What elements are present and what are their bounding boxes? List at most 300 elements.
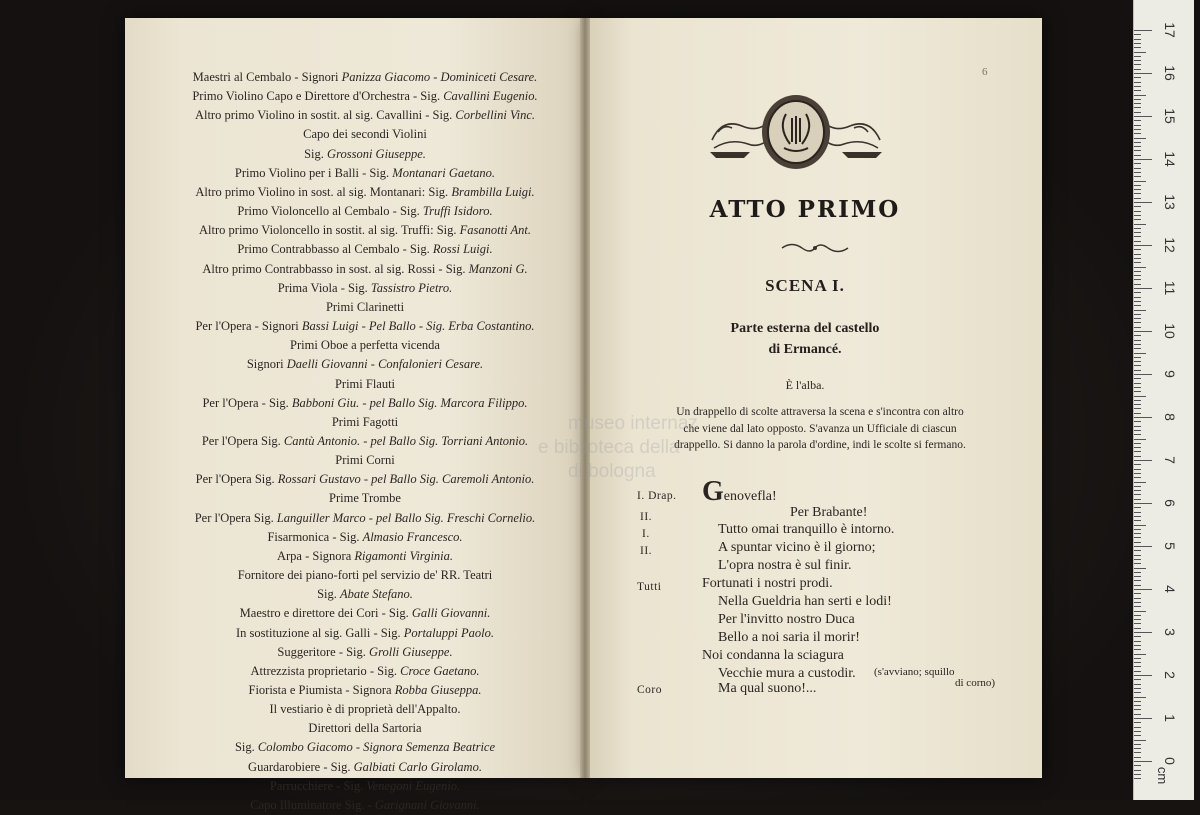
credit-line: [160, 700, 570, 719]
credit-line: [160, 394, 570, 413]
ruler-tick: [1134, 727, 1141, 728]
speaker-label: Tutti: [637, 581, 662, 593]
credit-role: Primi Oboe a perfetta vicenda: [290, 338, 440, 353]
ruler-tick: [1134, 254, 1141, 255]
ruler-tick: [1134, 765, 1141, 766]
ruler-tick: [1134, 185, 1141, 186]
ruler-tick: [1134, 757, 1141, 758]
credit-role: Primo Violoncello al Cembalo - Sig.: [237, 204, 423, 219]
ruler-tick: [1134, 649, 1141, 650]
ruler-tick: [1134, 533, 1141, 534]
ruler-tick: [1134, 99, 1141, 100]
ruler-number: 13: [1162, 194, 1178, 210]
credit-name: Daelli Giovanni - Confalonieri Cesare.: [286, 357, 484, 372]
ruler-tick: [1134, 361, 1141, 362]
ruler-number: 3: [1162, 628, 1178, 636]
credit-line: [160, 317, 570, 336]
flourish-divider-icon: [780, 240, 850, 256]
ruler-tick: [1134, 507, 1141, 508]
credit-line: [160, 202, 570, 221]
credit-role: Fornitore dei piano-forti pel servizio de' RR. Teatri: [237, 568, 493, 583]
ruler-tick: [1134, 447, 1141, 448]
ruler-number: 6: [1162, 499, 1178, 507]
ruler-tick: [1134, 585, 1141, 586]
ruler-tick: [1134, 267, 1146, 268]
credit-role: Primi Corni: [335, 453, 395, 468]
ruler-tick: [1134, 761, 1152, 762]
ruler-tick: [1134, 731, 1141, 732]
credit-role: Per l'Opera - Signori: [195, 319, 302, 334]
ruler-tick: [1134, 697, 1146, 698]
ruler-tick: [1134, 56, 1141, 57]
credit-role: Per l'Opera Sig.: [201, 433, 284, 448]
ruler-tick: [1134, 464, 1141, 465]
ruler-tick: [1134, 701, 1141, 702]
credit-name: Bassi Luigi - Pel Ballo - Sig. Erba Costantino.: [301, 319, 535, 334]
ruler-tick: [1134, 215, 1141, 216]
ruler-number: 16: [1162, 65, 1178, 81]
page-number: 6: [982, 66, 988, 78]
ruler-tick: [1134, 709, 1141, 710]
ruler-tick: [1134, 456, 1141, 457]
credit-role: Sig.: [234, 740, 258, 755]
ruler-tick: [1134, 744, 1141, 745]
ruler-tick: [1134, 120, 1141, 121]
ruler-tick: [1134, 159, 1152, 160]
ruler-tick: [1134, 628, 1141, 629]
speaker-label: I.: [642, 528, 650, 540]
ruler-tick: [1134, 619, 1141, 620]
ruler-tick: [1134, 598, 1141, 599]
ruler-tick: [1134, 658, 1141, 659]
credit-name: Rossi Luigi.: [432, 242, 493, 257]
library-watermark: [538, 412, 748, 484]
credit-role: Sig.: [304, 146, 328, 161]
credit-line: [160, 470, 570, 489]
ruler-number: 5: [1162, 542, 1178, 550]
stage-time: È l'alba.: [785, 378, 825, 392]
credit-line: [160, 662, 570, 681]
ruler-tick: [1134, 301, 1141, 302]
ruler-tick: [1134, 494, 1141, 495]
ruler-number: 7: [1162, 456, 1178, 464]
ruler-tick: [1134, 692, 1141, 693]
ruler-tick: [1134, 662, 1141, 663]
ruler-tick: [1134, 155, 1141, 156]
ruler-tick: [1134, 525, 1146, 526]
ruler-tick: [1134, 555, 1141, 556]
credit-line: [160, 279, 570, 298]
ruler-number: 12: [1162, 237, 1178, 253]
ruler-tick: [1134, 451, 1141, 452]
ruler-tick: [1134, 348, 1141, 349]
ruler-tick: [1134, 499, 1141, 500]
verse-line: A spuntar vicino è il giorno;: [718, 540, 876, 555]
credit-line: [160, 547, 570, 566]
ruler-tick: [1134, 774, 1141, 775]
ruler-tick: [1134, 537, 1141, 538]
ruler-number: 2: [1162, 671, 1178, 679]
setting-line: Parte esterna del castello: [730, 321, 880, 336]
credit-name: Galbiati Carlo Girolamo.: [353, 759, 482, 774]
ruler-tick: [1134, 378, 1141, 379]
ruler-tick: [1134, 443, 1141, 444]
ruler-tick: [1134, 417, 1152, 418]
credit-role: Capo dei secondi Violini: [303, 127, 427, 142]
credit-name: Rigamonti Virginia.: [354, 548, 454, 563]
ruler-tick: [1134, 611, 1146, 612]
ruler-tick: [1134, 112, 1141, 113]
verse-line: Per Brabante!: [790, 505, 868, 520]
verse-line: Fortunati i nostri prodi.: [702, 576, 833, 591]
ruler-tick: [1134, 593, 1141, 594]
credit-role: Primo Violino per i Balli - Sig.: [234, 165, 393, 180]
watermark-line: museo internaz: [568, 413, 698, 434]
ruler-tick: [1134, 219, 1141, 220]
credit-line: [160, 585, 570, 604]
verse-line: Per l'invitto nostro Duca: [718, 612, 855, 627]
ruler-tick: [1134, 275, 1141, 276]
watermark-line: e biblioteca della: [538, 437, 680, 458]
ruler-tick: [1134, 310, 1146, 311]
credit-line: [160, 68, 570, 87]
credit-role: Direttori della Sartoria: [308, 721, 422, 736]
ruler-tick: [1134, 666, 1141, 667]
credit-role: Primi Fagotti: [331, 414, 399, 429]
ruler-tick: [1134, 133, 1141, 134]
credit-name: Venegoni Eugenio.: [366, 778, 461, 793]
credit-role: Per l'Opera - Sig.: [202, 395, 292, 410]
verse-text: enovefla!: [723, 489, 777, 504]
ruler-number: 14: [1162, 151, 1178, 167]
ruler-tick: [1134, 542, 1141, 543]
credit-name: Robba Giuseppa.: [394, 683, 482, 697]
scene-setting: [680, 318, 930, 360]
ruler-tick: [1134, 181, 1146, 182]
verse-line: L'opra nostra è sul finir.: [718, 558, 852, 573]
ruler-tick: [1134, 206, 1141, 207]
credit-role: Altro primo Contrabbasso in sost. al sig. Rossi - Sig.: [202, 261, 469, 276]
credit-role: Suggeritore - Sig.: [277, 644, 370, 659]
ruler-tick: [1134, 387, 1141, 388]
ruler-tick: [1134, 404, 1141, 405]
ruler-tick: [1134, 340, 1141, 341]
credit-role: Fiorista e Piumista - Signora: [248, 683, 395, 697]
ruler-tick: [1134, 279, 1141, 280]
ruler-number: 0: [1162, 757, 1178, 765]
ruler-tick: [1134, 138, 1146, 139]
ruler-tick: [1134, 314, 1141, 315]
credit-line: [160, 355, 570, 374]
ruler-tick: [1134, 413, 1141, 414]
credit-role: Maestri al Cembalo - Signori: [192, 70, 342, 84]
ruler-tick: [1134, 30, 1152, 31]
credit-role: Altro primo Violino in sost. al sig. Montanari: Sig.: [195, 184, 452, 199]
ruler-tick: [1134, 357, 1141, 358]
ruler-tick: [1134, 202, 1152, 203]
credit-name: Tassistro Pietro.: [370, 280, 453, 295]
credit-name: Manzoni G.: [468, 261, 528, 276]
ruler-tick: [1134, 150, 1141, 151]
ruler-tick: [1134, 400, 1141, 401]
ruler-tick: [1134, 529, 1141, 530]
ruler-tick: [1134, 129, 1141, 130]
drop-cap: G: [702, 476, 724, 507]
ruler-tick: [1134, 477, 1141, 478]
ruler-tick: [1134, 292, 1141, 293]
ruler-tick: [1134, 688, 1141, 689]
credit-line: [160, 624, 570, 643]
ruler-tick: [1134, 576, 1141, 577]
ruler-number: 17: [1162, 22, 1178, 38]
ruler-tick: [1134, 305, 1141, 306]
credit-role: Primo Violino Capo e Direttore d'Orchestra - Sig.: [192, 89, 444, 104]
book-gutter: [580, 18, 590, 778]
credit-line: [160, 451, 570, 470]
credit-role: Attrezzista proprietario - Sig.: [250, 663, 401, 678]
credit-role: Primi Clarinetti: [325, 299, 405, 314]
verse-line: Bello a noi saria il morir!: [718, 630, 860, 645]
credit-line: [160, 509, 570, 528]
credit-name: Grossoni Giuseppe.: [327, 146, 426, 161]
ruler-tick: [1134, 546, 1152, 547]
ruler-number: 10: [1162, 323, 1178, 339]
ruler-tick: [1134, 623, 1141, 624]
credit-name: Grolli Giuseppe.: [369, 644, 453, 659]
ruler-tick: [1134, 34, 1141, 35]
ruler-tick: [1134, 434, 1141, 435]
ruler-number: 4: [1162, 585, 1178, 593]
ruler-tick: [1134, 107, 1141, 108]
ruler-tick: [1134, 722, 1141, 723]
credit-line: [160, 336, 570, 355]
ruler-tick: [1134, 740, 1146, 741]
ruler-unit: cm: [1155, 766, 1171, 785]
ruler-tick: [1134, 718, 1152, 719]
verse-line: Ma qual suono!...: [718, 681, 817, 696]
credit-name: Almasio Francesco.: [362, 529, 463, 544]
credit-role: Primi Flauti: [334, 376, 396, 391]
ruler-tick: [1134, 116, 1152, 117]
ruler-tick: [1134, 615, 1141, 616]
credit-role: Arpa - Signora: [276, 548, 355, 563]
credit-role: Signori: [246, 357, 287, 372]
credit-role: Sig.: [317, 587, 341, 602]
credit-line: [160, 413, 570, 432]
credit-line: [160, 260, 570, 279]
ruler-tick: [1134, 426, 1141, 427]
credit-name: Babboni Giu. - pel Ballo Sig. Marcora Filippo.: [291, 395, 528, 410]
credit-line: [160, 106, 570, 125]
credit-line: [160, 719, 570, 738]
ruler-tick: [1134, 396, 1146, 397]
speaker-label: II.: [640, 545, 653, 557]
ruler-tick: [1134, 748, 1141, 749]
ruler-tick: [1134, 103, 1141, 104]
ruler-tick: [1134, 125, 1141, 126]
credit-line: [160, 604, 570, 623]
ruler-tick: [1134, 482, 1146, 483]
ruler-tick: [1134, 322, 1141, 323]
credit-line: [160, 221, 570, 240]
ruler-tick: [1134, 516, 1141, 517]
ruler-tick: [1134, 572, 1141, 573]
verse-line: Noi condanna la sciagura: [702, 648, 844, 663]
stage-aside: (s'avviano; squillo: [874, 666, 955, 678]
ruler-tick: [1134, 770, 1141, 771]
ruler-tick: [1134, 705, 1141, 706]
ruler-tick: [1134, 142, 1141, 143]
credit-role: Parrucchiere - Sig.: [269, 778, 367, 793]
stage-aside: di corno): [955, 677, 996, 689]
ruler-tick: [1134, 473, 1141, 474]
ruler-tick: [1134, 146, 1141, 147]
credit-role: In sostituzione al sig. Galli - Sig.: [236, 625, 404, 640]
ruler-tick: [1134, 193, 1141, 194]
ruler-tick: [1134, 430, 1141, 431]
credit-role: Per l'Opera Sig.: [195, 472, 278, 487]
credit-line: [160, 796, 570, 815]
ruler-tick: [1134, 421, 1141, 422]
watermark-line: di bologna: [568, 461, 656, 482]
ruler-tick: [1134, 606, 1141, 607]
ruler-tick: [1134, 60, 1141, 61]
ruler-tick: [1134, 271, 1141, 272]
speaker-label: Coro: [637, 684, 662, 696]
speaker-label: I. Drap.: [637, 490, 677, 502]
ruler-tick: [1134, 439, 1146, 440]
credit-line: [160, 777, 570, 796]
ruler-tick: [1134, 198, 1141, 199]
ruler-tick: [1134, 168, 1141, 169]
ruler-tick: [1134, 679, 1141, 680]
ruler-tick: [1134, 288, 1152, 289]
credit-name: Colombo Giacomo - Signora Semenza Beatrice: [257, 740, 496, 755]
ruler-tick: [1134, 249, 1141, 250]
verse-line: Tutto omai tranquillo è intorno.: [718, 522, 895, 537]
ruler-tick: [1134, 365, 1141, 366]
credit-name: Croce Gaetano.: [400, 663, 480, 678]
credit-line: [160, 240, 570, 259]
setting-line: di Ermancé.: [768, 342, 842, 357]
ruler-number: 15: [1162, 108, 1178, 124]
ruler-tick: [1134, 645, 1141, 646]
ruler-tick: [1134, 52, 1146, 53]
ruler-tick: [1134, 602, 1141, 603]
credit-line: [160, 566, 570, 585]
credit-role: Capo Illuminatore Sig. -: [250, 797, 375, 812]
credit-line: [160, 643, 570, 662]
credit-line: [160, 125, 570, 144]
credit-name: Cantù Antonio. - pel Ballo Sig. Torriani Antonio.: [283, 433, 529, 448]
credit-role: Maestro e direttore dei Cori - Sig.: [239, 606, 412, 621]
ruler-tick: [1134, 568, 1146, 569]
ruler-tick: [1134, 512, 1141, 513]
ruler-tick: [1134, 671, 1141, 672]
credit-line: [160, 432, 570, 451]
credit-name: Abate Stefano.: [340, 587, 413, 602]
ruler-tick: [1134, 163, 1141, 164]
credit-line: [160, 298, 570, 317]
credit-name: Fasanotti Ant.: [459, 223, 531, 238]
ruler-tick: [1134, 589, 1152, 590]
credit-line: [160, 489, 570, 508]
speaker-label: II.: [640, 511, 653, 523]
ruler-tick: [1134, 735, 1141, 736]
credit-line: [160, 681, 570, 700]
orchestra-credits-list: [160, 68, 570, 815]
verse-line: Vecchie mura a custodir.: [718, 666, 856, 681]
ruler-tick: [1134, 344, 1141, 345]
credit-name: Galli Giovanni.: [411, 606, 491, 621]
ruler-tick: [1134, 675, 1152, 676]
credit-name: Garignani Giovanni.: [374, 797, 480, 812]
lyre-ornament-icon: [708, 92, 884, 172]
credit-line: [160, 375, 570, 394]
credit-name: Montanari Gaetano.: [392, 165, 496, 180]
ruler-tick: [1134, 69, 1141, 70]
ruler-tick: [1134, 318, 1141, 319]
credit-role: Prima Viola - Sig.: [277, 280, 371, 295]
ruler-tick: [1134, 77, 1141, 78]
credit-line: [160, 87, 570, 106]
ruler-tick: [1134, 90, 1141, 91]
stage-direction-line: Un drappello di scolte attraversa la scena e s'incontra con altro: [676, 406, 964, 418]
ruler-tick: [1134, 189, 1141, 190]
ruler-tick: [1134, 632, 1152, 633]
ruler-tick: [1134, 258, 1141, 259]
verse-line: Nella Gueldria han serti e lodi!: [718, 594, 892, 609]
stage-direction-line: che viene dal lato opposto. S'avanza un Ufficiale di ciascun: [683, 422, 957, 435]
ruler-number: 11: [1162, 280, 1178, 296]
ruler-tick: [1134, 391, 1141, 392]
credit-line: [160, 758, 570, 777]
ruler-tick: [1134, 563, 1141, 564]
ruler-tick: [1134, 176, 1141, 177]
ruler-tick: [1134, 172, 1141, 173]
credit-role: Altro primo Violino in sostit. al sig. Cavallini - Sig.: [194, 108, 456, 123]
ruler-tick: [1134, 374, 1152, 375]
ruler-number: 9: [1162, 370, 1178, 378]
ruler-tick: [1134, 82, 1141, 83]
ruler-tick: [1134, 297, 1141, 298]
ruler-tick: [1134, 490, 1141, 491]
ruler-tick: [1134, 236, 1141, 237]
credit-line: [160, 738, 570, 757]
ruler-tick: [1134, 335, 1141, 336]
ruler-tick: [1134, 39, 1141, 40]
ruler-tick: [1134, 486, 1141, 487]
ruler-tick: [1134, 228, 1141, 229]
credit-name: Rossari Gustavo - pel Ballo Sig. Caremoli Antonio.: [277, 472, 535, 487]
ruler-tick: [1134, 460, 1152, 461]
ruler-tick: [1134, 43, 1141, 44]
ruler-tick: [1134, 232, 1141, 233]
act-title: ATTO PRIMO: [709, 196, 901, 223]
measuring-ruler: [1133, 0, 1194, 800]
scene-heading: SCENA I.: [765, 276, 845, 295]
ruler-tick: [1134, 520, 1141, 521]
ruler-tick: [1134, 580, 1141, 581]
ruler-tick: [1134, 469, 1141, 470]
credit-name: Portaluppi Paolo.: [403, 625, 494, 640]
ruler-tick: [1134, 284, 1141, 285]
credit-name: Panizza Giacomo - Dominiceti Cesare.: [341, 70, 538, 84]
credit-line: [160, 528, 570, 547]
ruler-tick: [1134, 331, 1152, 332]
stage-direction-line: drappello. Si danno la parola d'ordine, indi le scolte si fermano.: [674, 439, 966, 451]
ruler-tick: [1134, 353, 1146, 354]
